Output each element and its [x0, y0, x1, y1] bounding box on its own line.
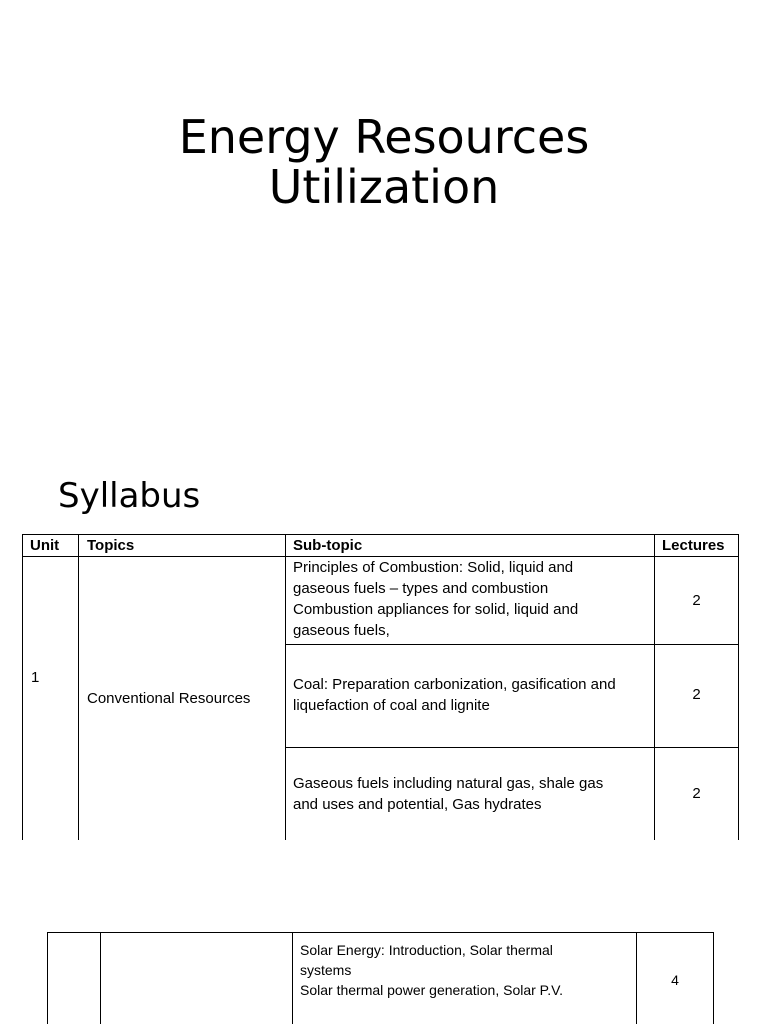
subtopic-row-1-line-2: gaseous fuels – types and combustion [293, 580, 549, 597]
header-unit: Unit [30, 537, 60, 554]
table2-border-right [713, 932, 714, 1024]
table2-subtopic-row-1 [300, 940, 632, 1000]
table2-border-top [47, 932, 713, 933]
header-lectures: Lectures [662, 537, 725, 554]
table2-col-divider-topics [292, 932, 293, 1024]
subtopic-row-3-line-2: and uses and potential, Gas hydrates [293, 796, 542, 813]
subtopic-row-1-line-1: Principles of Combustion: Solid, liquid and [293, 559, 574, 576]
header-subtopic: Sub-topic [293, 537, 363, 554]
subtopic-row-3-line-1: Gaseous fuels including natural gas, shale gas [293, 775, 604, 792]
topic-name: Conventional Resources [87, 690, 251, 707]
lectures-row-3: 2 [692, 785, 701, 802]
slide-title-line-2: Utilization [268, 160, 500, 214]
lectures-row-1: 2 [692, 592, 701, 609]
unit-number: 1 [31, 669, 40, 686]
syllabus-heading: Syllabus [58, 476, 201, 516]
lectures-row-2: 2 [692, 686, 701, 703]
subtopic-row-2-line-2: liquefaction of coal and lignite [293, 697, 490, 714]
header-topics: Topics [87, 537, 135, 554]
subtopic-row-2-line-1: Coal: Preparation carbonization, gasification and [293, 676, 616, 693]
table2-border-left [47, 932, 48, 1024]
subtopic-row-1-line-3: Combustion appliances for solid, liquid and [293, 601, 579, 618]
subtopic-row-1-line-4: gaseous fuels, [293, 622, 390, 639]
table2-lectures-row-1: 4 [671, 972, 679, 988]
slide-title-line-1: Energy Resources [178, 110, 590, 164]
table2-col-divider-unit [100, 932, 101, 1024]
table2-subtopic-line-3: Solar thermal power generation, Solar P.V. [300, 982, 564, 998]
table2-subtopic-line-1: Solar Energy: Introduction, Solar thermal [300, 942, 553, 958]
table2-subtopic-line-2: systems [300, 962, 352, 978]
